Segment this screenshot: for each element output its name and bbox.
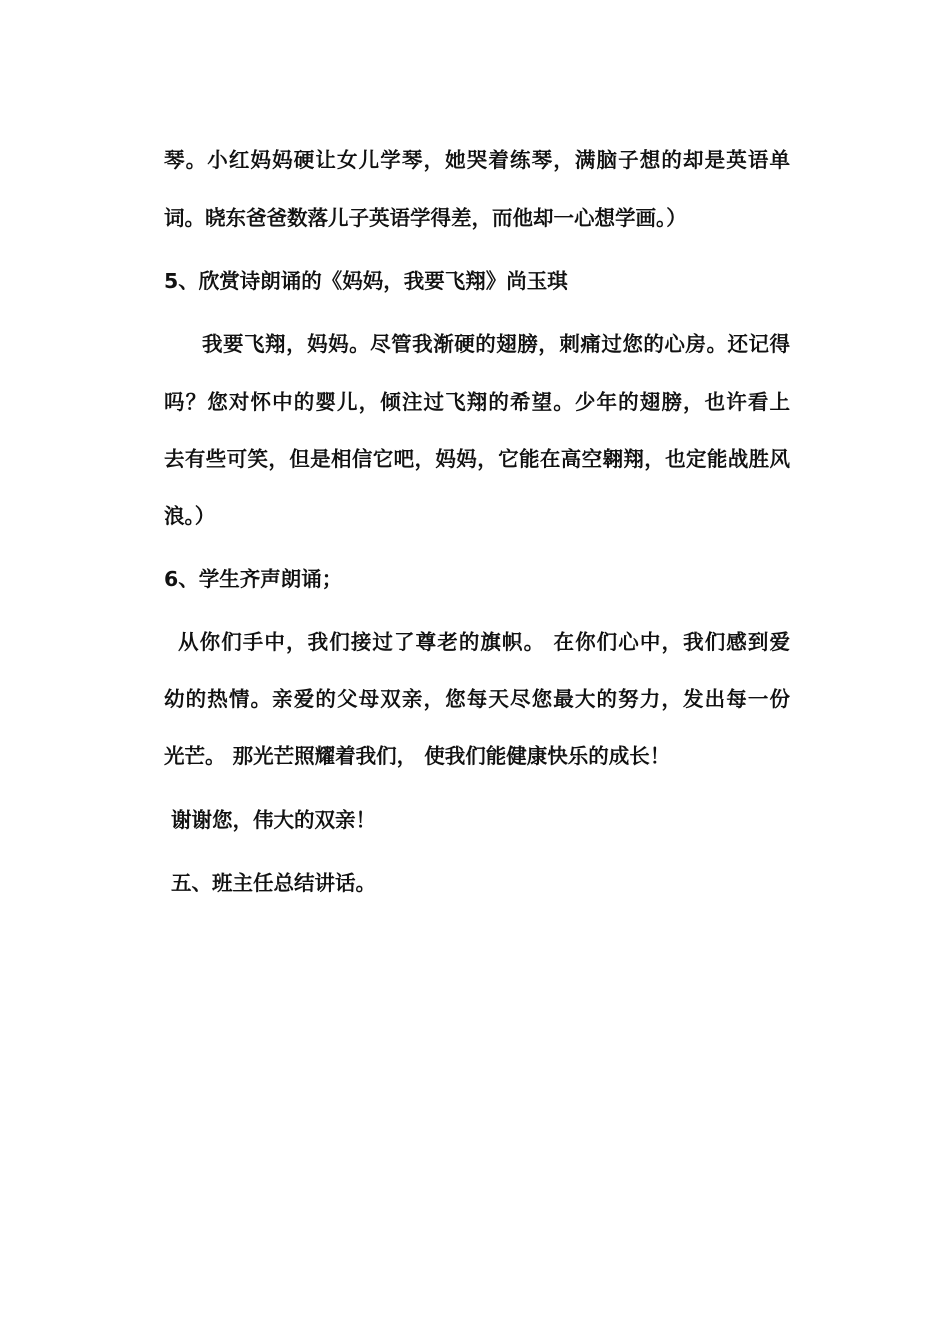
recital-line-3: 光芒。 那光芒照耀着我们， 使我们能健康快乐的成长！ xyxy=(164,744,671,768)
poem-line-1: 我要飞翔，妈妈。尽管我渐硬的翅膀，刺痛过您的心房。还记得 xyxy=(202,332,790,356)
section-heading-5: 5、欣赏诗朗诵的《妈妈，我要飞翔》尚玉琪 xyxy=(164,269,568,293)
paragraph-line-1: 琴。小红妈妈硬让女儿学琴，她哭着练琴，满脑子想的却是英语单 xyxy=(164,148,790,172)
poem-line-4: 浪。） xyxy=(164,504,216,528)
section-heading-6: 6、学生齐声朗诵； xyxy=(164,567,343,591)
recital-line-2: 幼的热情。亲爱的父母双亲，您每天尽您最大的努力，发出每一份 xyxy=(164,687,790,711)
section-heading-five: 五、班主任总结讲话。 xyxy=(171,871,376,895)
thanks-line: 谢谢您，伟大的双亲！ xyxy=(171,808,376,832)
poem-line-2: 吗？您对怀中的婴儿，倾注过飞翔的希望。少年的翅膀，也许看上 xyxy=(164,390,790,414)
recital-line-1: 从你们手中，我们接过了尊老的旗帜。 在你们心中，我们感到爱 xyxy=(178,630,790,654)
paragraph-line-2: 词。晓东爸爸数落儿子英语学得差，而他却一心想学画。） xyxy=(164,206,687,230)
poem-line-3: 去有些可笑，但是相信它吧，妈妈，它能在高空翱翔，也定能战胜风 xyxy=(164,447,790,471)
